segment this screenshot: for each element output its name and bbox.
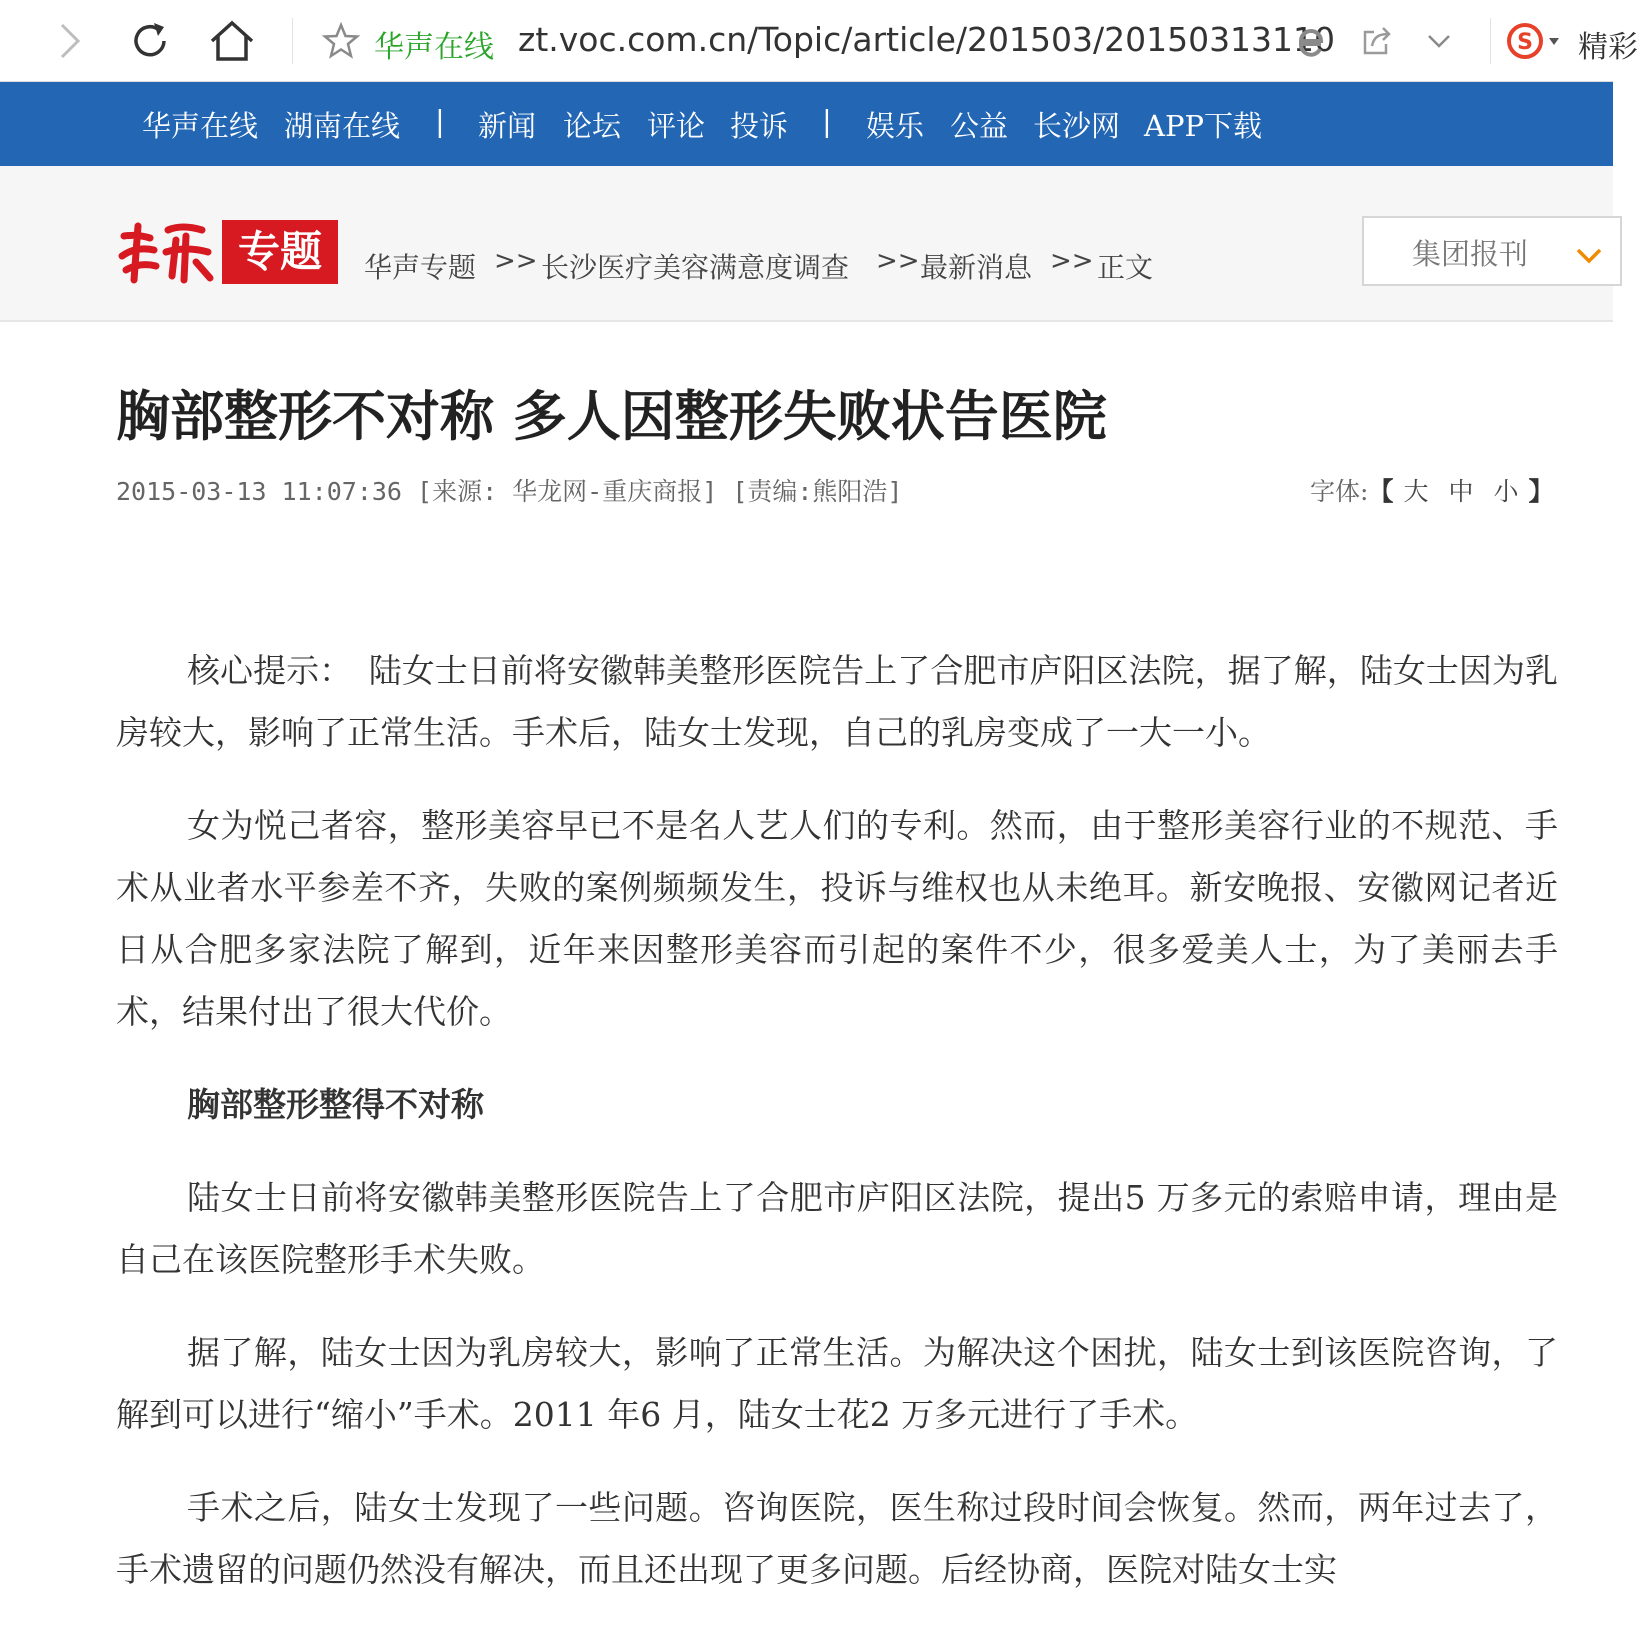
toolbar-divider xyxy=(292,18,293,64)
nav-item-news[interactable]: 新闻 xyxy=(478,109,537,143)
breadcrumb-bar xyxy=(0,166,1613,322)
font-size-large-button[interactable]: 大 xyxy=(1403,477,1429,506)
nav-item-changsha[interactable]: 长沙网 xyxy=(1033,109,1121,143)
extension-text[interactable]: 精彩 xyxy=(1578,30,1638,65)
font-size-medium-button[interactable]: 中 xyxy=(1448,477,1474,506)
nav-item-comment[interactable]: 评论 xyxy=(647,109,706,143)
breadcrumb-item-topic[interactable]: 华声专题 xyxy=(364,251,477,284)
share-icon[interactable] xyxy=(1352,14,1402,68)
bracket-close: 】 xyxy=(1528,477,1554,506)
logo-script xyxy=(116,216,216,286)
ie-compat-icon[interactable] xyxy=(1285,14,1335,68)
svg-text:S: S xyxy=(1517,30,1533,55)
chevron-down-icon[interactable] xyxy=(1416,14,1462,68)
forward-icon[interactable] xyxy=(44,14,94,68)
article-paragraph: 据了解，陆女士因为乳房较大，影响了正常生活。为解决这个困扰，陆女士到该医院咨询，了解到可以进行“缩小”手术。2011 年6 月，陆女士花2 万多元进行了手术。 xyxy=(116,1333,1558,1434)
article-body xyxy=(116,640,1558,1632)
nav-item-voc[interactable]: 华声在线 xyxy=(142,109,259,143)
bracket-open: 【 xyxy=(1368,477,1394,506)
reload-icon[interactable] xyxy=(120,14,180,68)
nav-item-charity[interactable]: 公益 xyxy=(950,109,1009,143)
group-select-label: 集团报刊 xyxy=(1412,237,1529,271)
breadcrumb-separator: >> xyxy=(1050,246,1094,276)
topic-logo[interactable] xyxy=(116,216,338,286)
group-publications-select[interactable] xyxy=(1362,216,1622,286)
article-paragraph-summary: 核心提示： 陆女士日前将安徽韩美整形医院告上了合肥市庐阳区法院，据了解，陆女士因为乳房较大，影响了正常生活。手术后，陆女士发现，自己的乳房变成了一大一小。 xyxy=(116,651,1558,752)
article-title: 胸部整形不对称 多人因整形失败状告医院 xyxy=(116,385,1107,448)
chevron-down-icon xyxy=(1574,240,1604,270)
article-meta: 2015-03-13 11:07:36 [来源: 华龙网-重庆商报] [责编:熊阳浩] xyxy=(116,477,903,506)
article-paragraph: 手术之后，陆女士发现了一些问题。咨询医院，医生称过段时间会恢复。然而，两年过去了，手术遗留的问题仍然没有解决，而且还出现了更多问题。后经协商，医院对陆女士实 xyxy=(116,1488,1558,1589)
breadcrumb-separator: >> xyxy=(876,246,920,276)
nav-item-hunan[interactable]: 湖南在线 xyxy=(284,109,401,143)
breadcrumb-separator: >> xyxy=(494,246,538,276)
nav-divider: | xyxy=(822,104,832,138)
breadcrumb-item-current: 正文 xyxy=(1097,251,1154,284)
top-nav-bar xyxy=(0,82,1613,166)
url-site-name[interactable]: 华声在线 xyxy=(374,30,494,65)
toolbar-divider xyxy=(1490,18,1491,64)
breadcrumb-item-latest[interactable]: 最新消息 xyxy=(920,251,1033,284)
article-paragraph: 陆女士日前将安徽韩美整形医院告上了合肥市庐阳区法院，提出5 万多元的索赔申请，理由是自己在该医院整形手术失败。 xyxy=(116,1178,1558,1279)
browser-toolbar xyxy=(0,0,1638,82)
nav-item-entertainment[interactable]: 娱乐 xyxy=(866,109,925,143)
nav-item-app-download[interactable]: APP下载 xyxy=(1144,109,1262,143)
font-size-label: 字体: xyxy=(1310,477,1369,506)
address-bar-url[interactable]: zt.voc.com.cn/Topic/article/201503/20150313110 xyxy=(518,20,1336,59)
logo-topic-box: 专题 xyxy=(222,220,338,284)
nav-item-complaint[interactable]: 投诉 xyxy=(730,109,789,143)
font-size-controls xyxy=(1310,472,1554,508)
sogou-search-icon[interactable] xyxy=(1500,14,1570,68)
breadcrumb-item-survey[interactable]: 长沙医疗美容满意度调查 xyxy=(541,251,850,284)
bookmark-star-icon[interactable] xyxy=(318,14,364,68)
article-subheading: 胸部整形整得不对称 xyxy=(187,1085,484,1124)
font-size-small-button[interactable]: 小 xyxy=(1493,477,1519,506)
home-icon[interactable] xyxy=(200,14,264,68)
nav-divider: | xyxy=(435,104,445,138)
nav-item-forum[interactable]: 论坛 xyxy=(563,109,622,143)
article-paragraph: 女为悦己者容，整形美容早已不是名人艺人们的专利。然而，由于整形美容行业的不规范、手术从业者水平参差不齐，失败的案例频频发生，投诉与维权也从未绝耳。新安晚报、安徽网记者近日从合肥多家法院了解到，近年来因整形美容而引起的案件不少，很多爱美人士，为了美丽去手术，结果付出了很大代价。 xyxy=(116,806,1558,1031)
